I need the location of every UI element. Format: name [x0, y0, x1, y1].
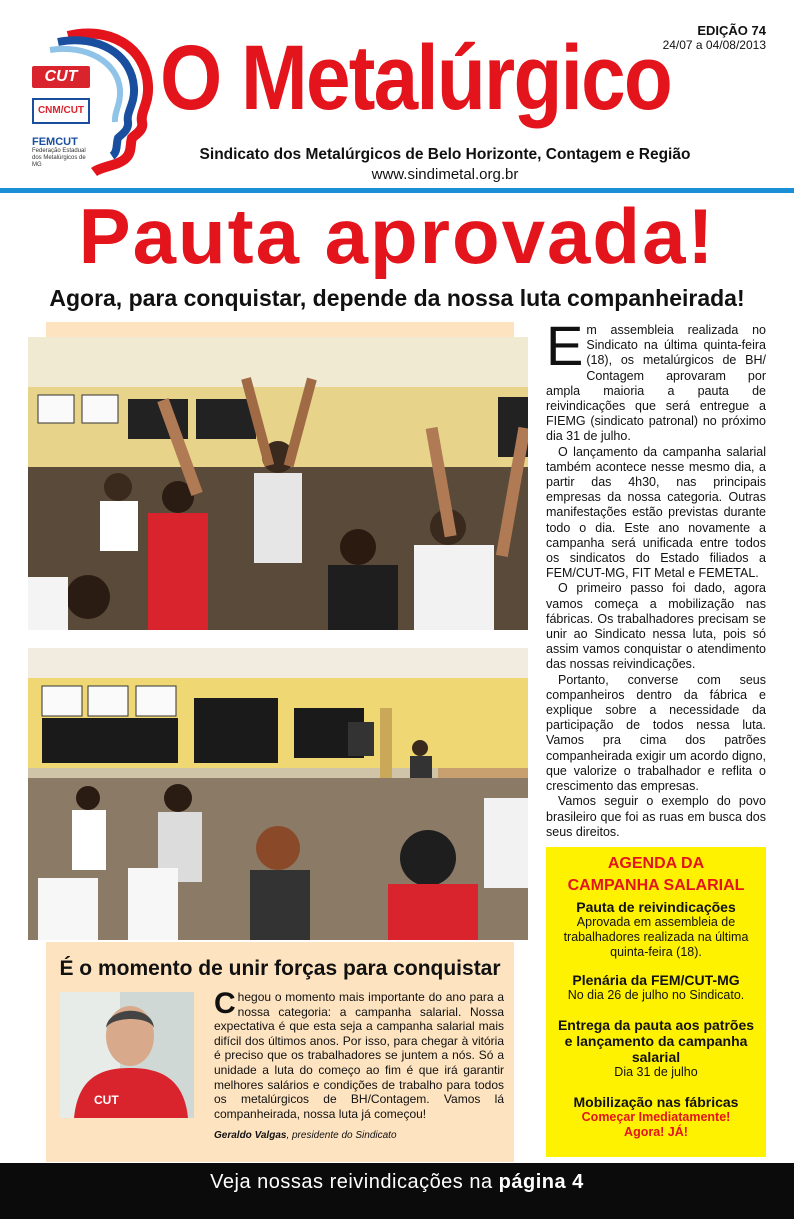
agenda-title-line1: AGENDA DA: [607, 855, 705, 872]
edition-date: 24/07 a 04/08/2013: [662, 38, 766, 52]
footer-text: Veja nossas reivindicações na: [210, 1171, 499, 1193]
agenda-item-title: Plenária da FEM/CUT-MG: [572, 972, 740, 988]
portrait-caption: [214, 1130, 397, 1141]
agenda-item-call: Agora! JÁ!: [624, 1125, 688, 1139]
article-paragraph: Vamos seguir o exemplo do povo brasileiro que foi as ruas em busca dos seus direitos.: [546, 794, 766, 839]
union-name: Sindicato dos Metalúrgicos de Belo Horizonte, Contagem e Região: [199, 146, 691, 163]
cnm-cut-logo: CNM/CUT: [32, 98, 90, 124]
main-article: [546, 314, 766, 840]
campaign-agenda-box: [546, 847, 766, 1157]
svg-text:CUT: CUT: [94, 1093, 119, 1107]
caption-name: Geraldo Valgas: [214, 1130, 287, 1141]
cut-logo: CUT: [32, 66, 90, 88]
agenda-item-desc: No dia 26 de julho no Sindicato.: [567, 988, 745, 1002]
president-portrait: [60, 992, 194, 1118]
website-link[interactable]: www.sindimetal.org.br: [371, 166, 519, 183]
sub-headline: Agora, para conquistar, depende da nossa luta companheirada!: [49, 285, 745, 311]
agenda-title: [546, 853, 766, 897]
assembly-voting-photo: [28, 337, 528, 630]
agenda-item: [546, 899, 766, 960]
article-paragraph: O lançamento da campanha salarial também acontece nesse mesmo dia, a partir das 4h30, nas principais empresas da nossa categoria. Outras manifestações estão previstas durante todo o dia. Este ano novamente a campanha será unificada entre todos os sindicatos do Estado filiados a FEM/CUT-MG, FIT Metal e FEMETAL.: [546, 444, 766, 581]
agenda-item: [546, 1017, 766, 1080]
article-paragraph: Portanto, converse com seus companheiros dentro da fábrica e explique sobre a necessidade da participação de todos nessa luta. Vamos pra cima dos patrões companheirada exigir um acordo digno, que valorize o trabalhador e reflita o crescimento das empresas.: [546, 672, 766, 794]
box-body: hegou o momento mais importante do ano para a nossa categoria: a campanha salarial. Nossa expectativa é que esta seja a campanha salarial mais difícil dos últimos anos. Por isso, para chegar à vitória é preciso que os trabalhadores se juntem a nós. Só a unidade a luta do começo ao fim é que irá garantir melhores salários e condições de trabalho para todos os metalúrgicos de BH/Contagem. Vamos lá companheirada, nossa luta já começou!: [214, 990, 504, 1121]
caption-role: , presidente do Sindicato: [286, 1130, 397, 1141]
fem-cut-logo: [32, 136, 94, 166]
article-paragraph: O primeiro passo foi dado, agora vamos começa a mobilização nas fábricas. Os trabalhadores precisam se unir ao Sindicato nessa luta, pois só assim vamos conquistar o atendimento das nossas reivindicações.: [546, 581, 766, 672]
agenda-item-desc: Aprovada em assembleia de trabalhadores realizada na última quinta-feira (18).: [563, 915, 749, 959]
president-message-box: [46, 942, 514, 1162]
newspaper-title: O Metalúrgico: [160, 27, 672, 129]
fem-cut-logo-text: FEMCUT: [32, 136, 78, 148]
assembly-audience-photo: [28, 648, 528, 940]
article-dropcap: E: [546, 314, 584, 377]
footer-banner: [0, 1163, 794, 1219]
article-paragraph-text: m assembleia realizada no Sindicato na última quinta-feira (18), os metalúrgicos de BH/ Contagem aprovaram por ampla maioria a pauta de reivindicações que será entregue a FIEMG (sindicato patronal) no próximo dia 31 de julho.: [546, 323, 766, 444]
box-dropcap: C: [214, 987, 236, 1020]
article-paragraph: [546, 314, 766, 445]
agenda-item-title: Mobilização nas fábricas: [573, 1094, 739, 1110]
agenda-item: [546, 972, 766, 1003]
agenda-title-line2: CAMPANHA SALARIAL: [567, 877, 745, 894]
agenda-item-title: Pauta de reivindicações: [576, 899, 736, 915]
agenda-item-title: Entrega da pauta aos patrões e lançamento da campanha salarial: [557, 1017, 755, 1065]
agenda-item-call: Começar Imediatamente!: [581, 1110, 731, 1124]
fem-cut-logo-subtext: Federação Estadual dos Metalúrgicos de MG: [32, 148, 86, 168]
union-logos: [28, 26, 158, 176]
agenda-item-desc: Dia 31 de julho: [614, 1065, 698, 1079]
box-title: É o momento de unir forças para conquistar: [59, 957, 501, 980]
edition-info: [663, 24, 766, 52]
main-headline: Pauta aprovada!: [78, 192, 716, 280]
edition-number: EDIÇÃO 74: [697, 23, 766, 38]
president-message-text: [214, 987, 504, 1121]
agenda-item: [546, 1094, 766, 1140]
footer-page-ref[interactable]: página 4: [498, 1171, 584, 1193]
